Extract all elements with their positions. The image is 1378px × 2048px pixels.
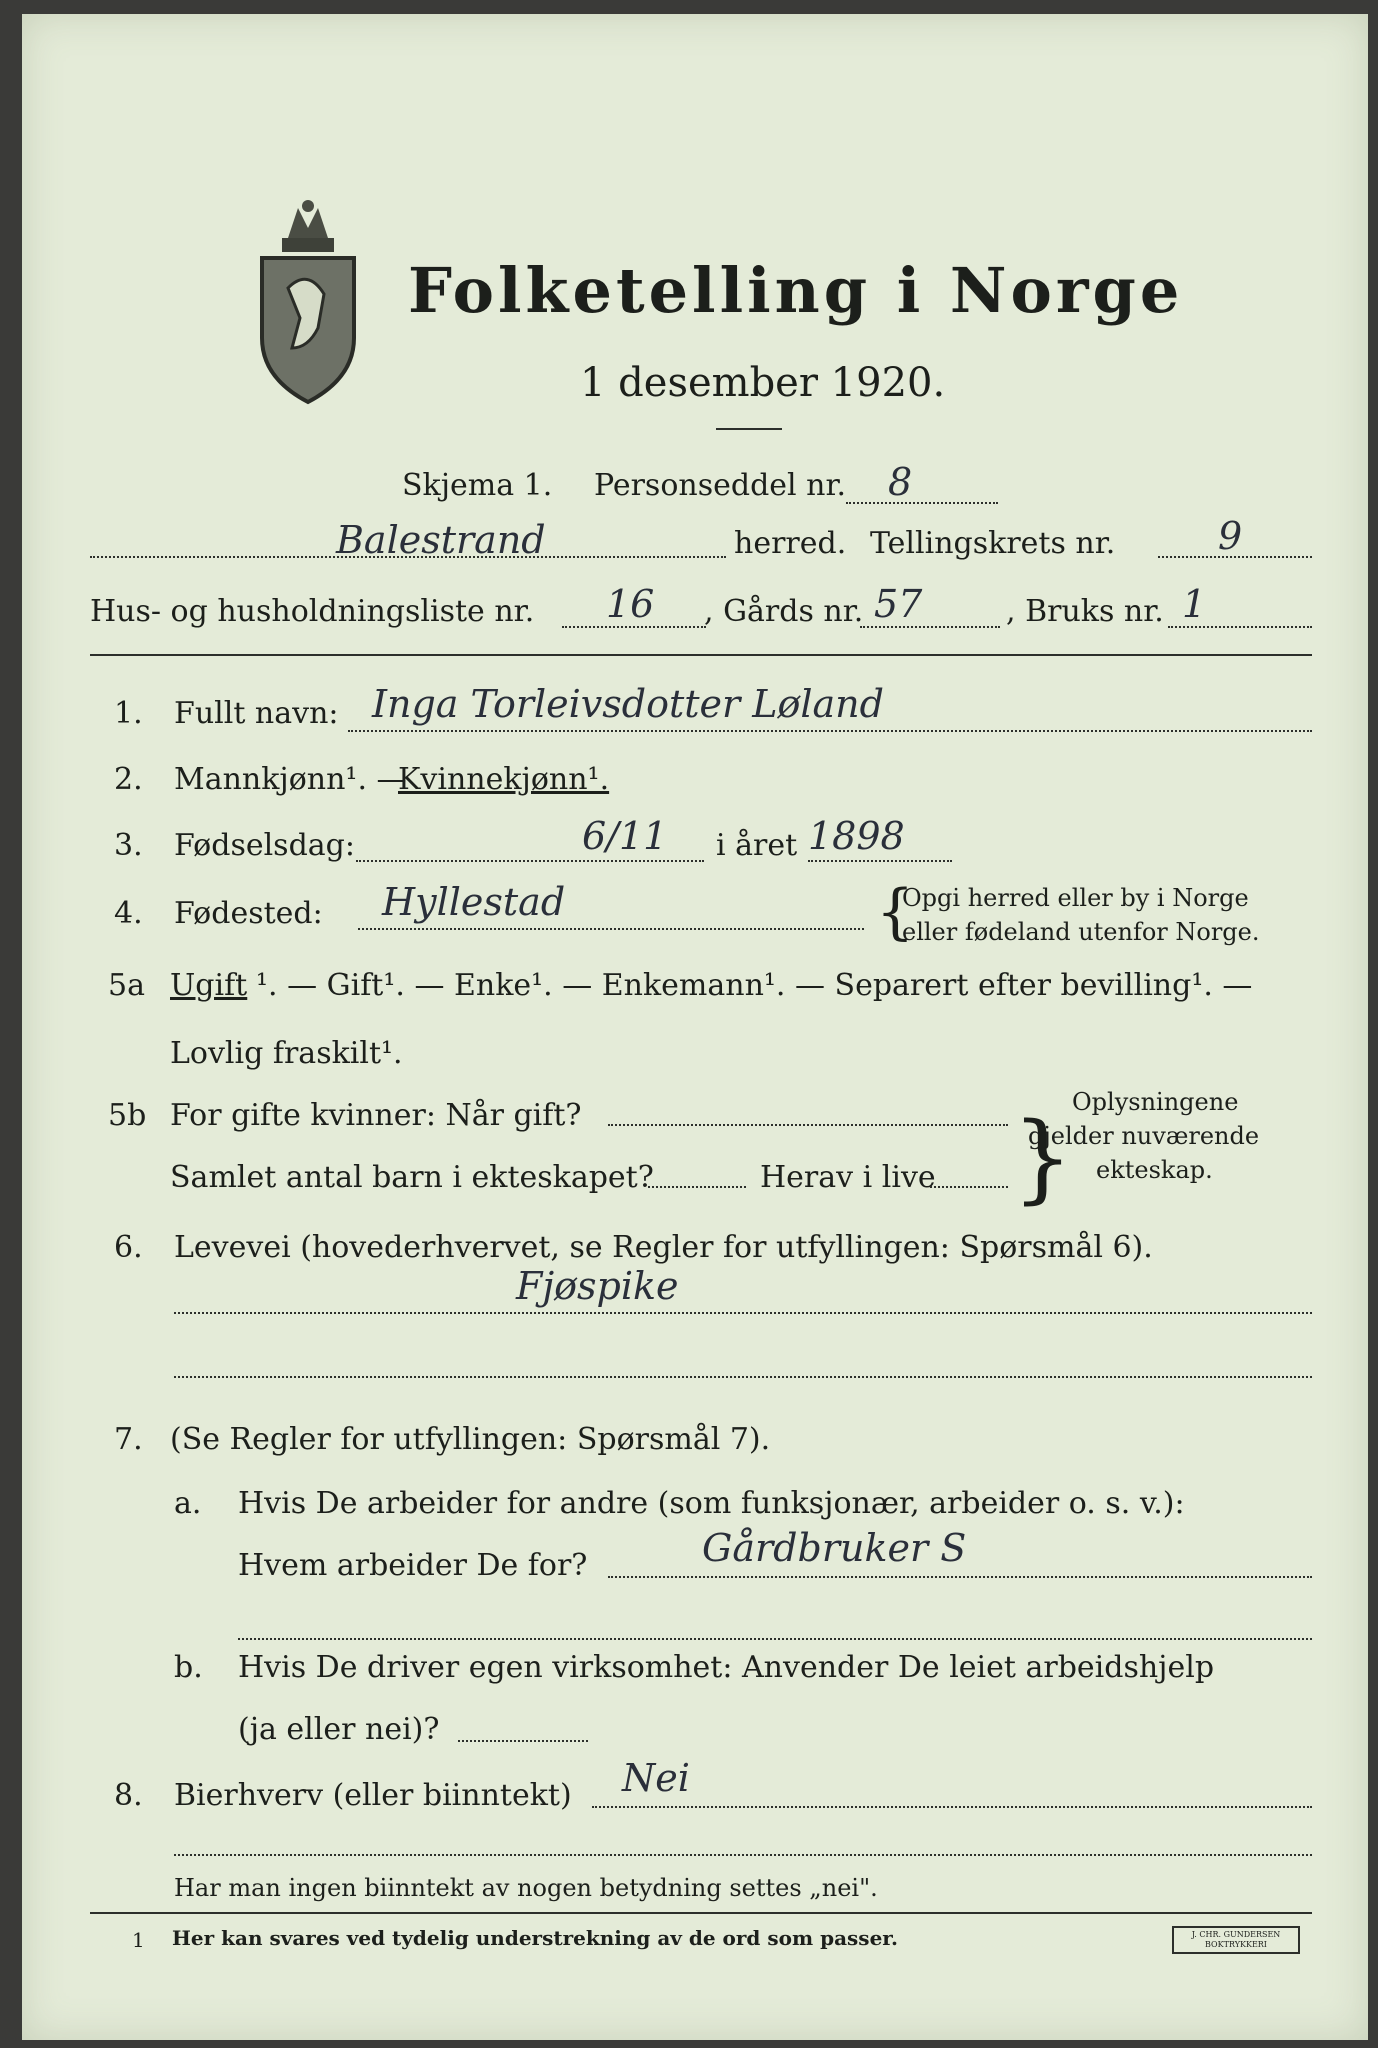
q4-note-line2: eller fødeland utenfor Norge.: [902, 918, 1260, 946]
q3-year-value: 1898: [808, 814, 905, 858]
herred-label: herred.: [734, 526, 847, 561]
q7-number: 7.: [114, 1422, 143, 1457]
footer-divider: [90, 1912, 1312, 1914]
q3-value: 6/11: [582, 814, 668, 858]
bruks-line: [1168, 626, 1312, 628]
hus-line: [562, 626, 706, 628]
q1-value: Inga Torleivsdotter Løland: [372, 682, 884, 726]
q5b-alive-line: [930, 1186, 1008, 1188]
q6-value: Fjøspike: [516, 1264, 679, 1308]
form-date: 1 desember 1920.: [580, 360, 946, 406]
herred-value: Balestrand: [336, 518, 546, 562]
q5a-ugift: Ugift: [170, 968, 248, 1003]
q6-line1: [174, 1312, 1312, 1314]
title-divider: [716, 428, 782, 430]
q3-label: Fødselsdag:: [174, 828, 355, 863]
norwegian-coat-of-arms-icon: [248, 198, 368, 406]
q4-value: Hyllestad: [382, 880, 566, 924]
q8-line2: [174, 1854, 1312, 1856]
footnote: Her kan svares ved tydelig understrekning av de ord som passer.: [172, 1926, 898, 1950]
q3-year-label: i året: [716, 828, 798, 863]
q1-line: [348, 730, 1312, 732]
form-title: Folketelling i Norge: [408, 254, 1184, 327]
q4-label: Fødested:: [174, 896, 323, 931]
q2-male: Mannkjønn¹. —: [174, 762, 407, 797]
q5b-note-brace: }: [1012, 1102, 1074, 1214]
q5a-options: ¹. — Gift¹. — Enke¹. — Enkemann¹. — Separert efter bevilling¹. —: [256, 968, 1253, 1003]
q4-note-line1: Opgi herred eller by i Norge: [902, 884, 1249, 912]
q7a-value: Gårdbruker S: [702, 1526, 967, 1570]
biinntekt-note: Har man ingen biinntekt av nogen betydning settes „nei".: [174, 1874, 878, 1902]
q5a-line2: Lovlig fraskilt¹.: [170, 1036, 403, 1071]
q5a-number: 5a: [108, 968, 145, 1003]
q5b-note-line1: Oplysningene: [1072, 1088, 1239, 1116]
hus-value: 16: [606, 582, 655, 626]
hus-label: Hus- og husholdningsliste nr.: [90, 594, 535, 629]
q5b-line2a: Samlet antal barn i ekteskapet?: [170, 1160, 654, 1195]
q7b-line1: Hvis De driver egen virksomhet: Anvender De leiet arbeidshjelp: [238, 1650, 1215, 1685]
q2-female: Kvinnekjønn¹.: [398, 762, 610, 797]
q6-line2: [174, 1376, 1312, 1378]
q7a-line-extra: [238, 1638, 1312, 1640]
q5b-line1: For gifte kvinner: Når gift?: [170, 1098, 582, 1133]
personseddel-line: [846, 502, 998, 504]
q5b-note-line2: gjelder nuværende: [1028, 1122, 1260, 1150]
q3-day-line: [356, 860, 704, 862]
tellingskrets-value: 9: [1218, 514, 1243, 558]
q7a-employer-line: [608, 1576, 1312, 1578]
q5b-line2b: Herav i live: [760, 1160, 936, 1195]
q7a-line1: Hvis De arbeider for andre (som funksjonær, arbeider o. s. v.):: [238, 1486, 1185, 1521]
schema-label: Skjema 1.: [402, 468, 553, 503]
bruks-label: , Bruks nr.: [1006, 594, 1164, 629]
q5b-married-line: [608, 1124, 1008, 1126]
q3-year-line: [808, 860, 952, 862]
q8-label: Bierhverv (eller biinntekt): [174, 1778, 572, 1813]
q7-label: (Se Regler for utfyllingen: Spørsmål 7).: [170, 1422, 771, 1457]
q1-label: Fullt navn:: [174, 696, 339, 731]
q7b-line2: (ja eller nei)?: [238, 1712, 440, 1747]
gards-value: 57: [874, 582, 923, 626]
personseddel-value: 8: [888, 460, 913, 504]
bruks-value: 1: [1182, 582, 1207, 626]
q6-number: 6.: [114, 1230, 143, 1265]
gards-line: [860, 626, 1000, 628]
q5b-note-line3: ekteskap.: [1096, 1156, 1213, 1184]
printer-stamp: J. CHR. GUNDERSEN BOKTRYKKERI: [1172, 1926, 1300, 1954]
q8-number: 8.: [114, 1778, 143, 1813]
q7a-letter: a.: [174, 1486, 202, 1521]
q1-number: 1.: [114, 696, 143, 731]
q4-note-brace: {: [876, 877, 915, 947]
q7a-line2: Hvem arbeider De for?: [238, 1548, 588, 1583]
census-form-page: [22, 14, 1368, 2040]
q5b-children-line: [648, 1186, 746, 1188]
q7b-answer-line: [458, 1740, 588, 1742]
q2-number: 2.: [114, 762, 143, 797]
q3-number: 3.: [114, 828, 143, 863]
gards-label: , Gårds nr.: [704, 594, 864, 629]
q6-label: Levevei (hovederhvervet, se Regler for utfyllingen: Spørsmål 6).: [174, 1230, 1153, 1265]
footnote-number: 1: [132, 1928, 145, 1952]
q4-line: [358, 928, 864, 930]
q4-number: 4.: [114, 896, 143, 931]
q8-value: Nei: [622, 1756, 690, 1800]
tellingskrets-label: Tellingskrets nr.: [870, 526, 1116, 561]
personseddel-label: Personseddel nr.: [594, 468, 847, 503]
q8-line: [592, 1806, 1312, 1808]
q7b-letter: b.: [174, 1650, 203, 1685]
header-divider: [90, 654, 1312, 656]
q5b-number: 5b: [108, 1098, 147, 1133]
